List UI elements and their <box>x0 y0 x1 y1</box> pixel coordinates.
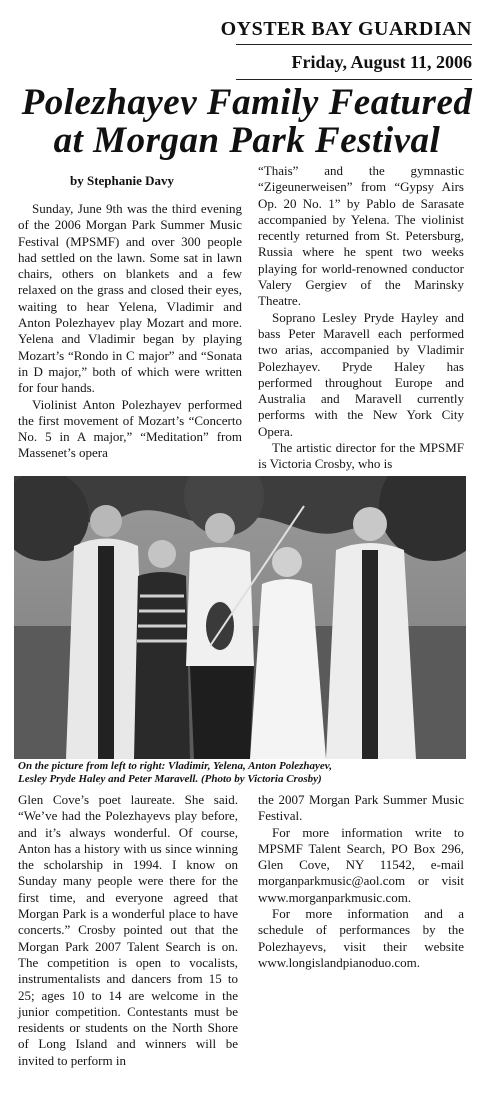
masthead-rule-bottom <box>236 79 472 80</box>
article-column-2 <box>258 163 464 473</box>
masthead <box>221 18 472 40</box>
masthead-rule-top <box>236 44 472 45</box>
headline-line-2: at Morgan Park Festival <box>53 120 441 161</box>
paragraph: The artistic director for the MPSMF is Victoria Crosby, who is <box>258 440 464 472</box>
paragraph: the 2007 Morgan Park Summer Music Festival. <box>258 792 464 824</box>
photo-illustration <box>14 476 466 759</box>
paragraph: “Thais” and the gymnastic “Zigeunerweisen” from “Gypsy Airs Op. 20 No. 1” by Pablo de Sarasate accompanied by Yelena. The violinist recently returned from St. Petersburg, Russia where he spent two weeks playing for world-renowned conductor Valery Gergiev of the Marinsky Theatre. <box>258 163 464 309</box>
group-photo <box>14 476 466 759</box>
newspaper-name: OYSTER BAY GUARDIAN <box>220 18 472 40</box>
caption-line-1: On the picture from left to right: Vladimir, Yelena, Anton Polezhayev, <box>18 760 333 772</box>
article-column-3 <box>18 792 238 1069</box>
paragraph: Soprano Lesley Pryde Hayley and bass Peter Maravell each performed two arias, accompanied by Vladimir Polezhayev. Pryde Haley has performed throughout Europe and Australia and Maravell currently performs with the New York City Opera. <box>258 309 464 439</box>
paragraph: For more information and a schedule of performances by the Polezhayevs, visit their website www.longislandpianoduo.com. <box>258 906 464 970</box>
caption-line-2: Lesley Pryde Haley and Peter Maravell. (Photo by Victoria Crosby) <box>18 773 322 785</box>
article-column-1 <box>18 201 242 462</box>
headline-line-1: Polezhayev Family Featured <box>21 82 473 123</box>
article-column-4 <box>258 792 464 971</box>
article-headline <box>8 84 486 160</box>
byline: by Stephanie Davy <box>70 173 175 188</box>
paragraph: Sunday, June 9th was the third evening of the 2006 Morgan Park Summer Music Festival (MPSMF) and over 300 people had settled on the lawn. Some sat in lawn chairs, others on blankets and a few relaxed on the grass and closed their eyes, waiting to hear Yelena, Vladimir and Anton Polezhayev play Mozart and more. Yelena and Vladimir began by playing Mozart’s “Rondo in C major” and “Sonata in D major,” both of which were written for four hands. <box>18 201 242 396</box>
paragraph: Glen Cove’s poet laureate. She said. “We’ve had the Polezhayevs play before, and it’s always wonderful. Of course, Anton has a history with us since winning the scholarship in 1994. I know on Sunday many people were there for the first time, and everyone agreed that Morgan Park is a wonderful place to have concerts.” Crosby pointed out that the Morgan Park 2007 Talent Search is on. The competition is open to vocalists, instrumentalists and dancers from 15 to 25; ages 10 to 14 are welcome in the junior competition. Contestants must be residents or students on the North Shore of Long Island and winners will be invited to perform in <box>18 792 238 1068</box>
paragraph: Violinist Anton Polezhayev performed the first movement of Mozart’s “Concerto No. 5 in A major,” “Meditation” from Massenet’s opera <box>18 396 242 461</box>
paragraph: For more information write to MPSMF Talent Search, PO Box 296, Glen Cove, NY 11542, e-mail morganparkmusic@aol.com or visit www.morganparkmusic.com. <box>258 824 464 905</box>
photo-caption <box>18 760 468 786</box>
issue-date: Friday, August 11, 2006 <box>291 52 472 72</box>
